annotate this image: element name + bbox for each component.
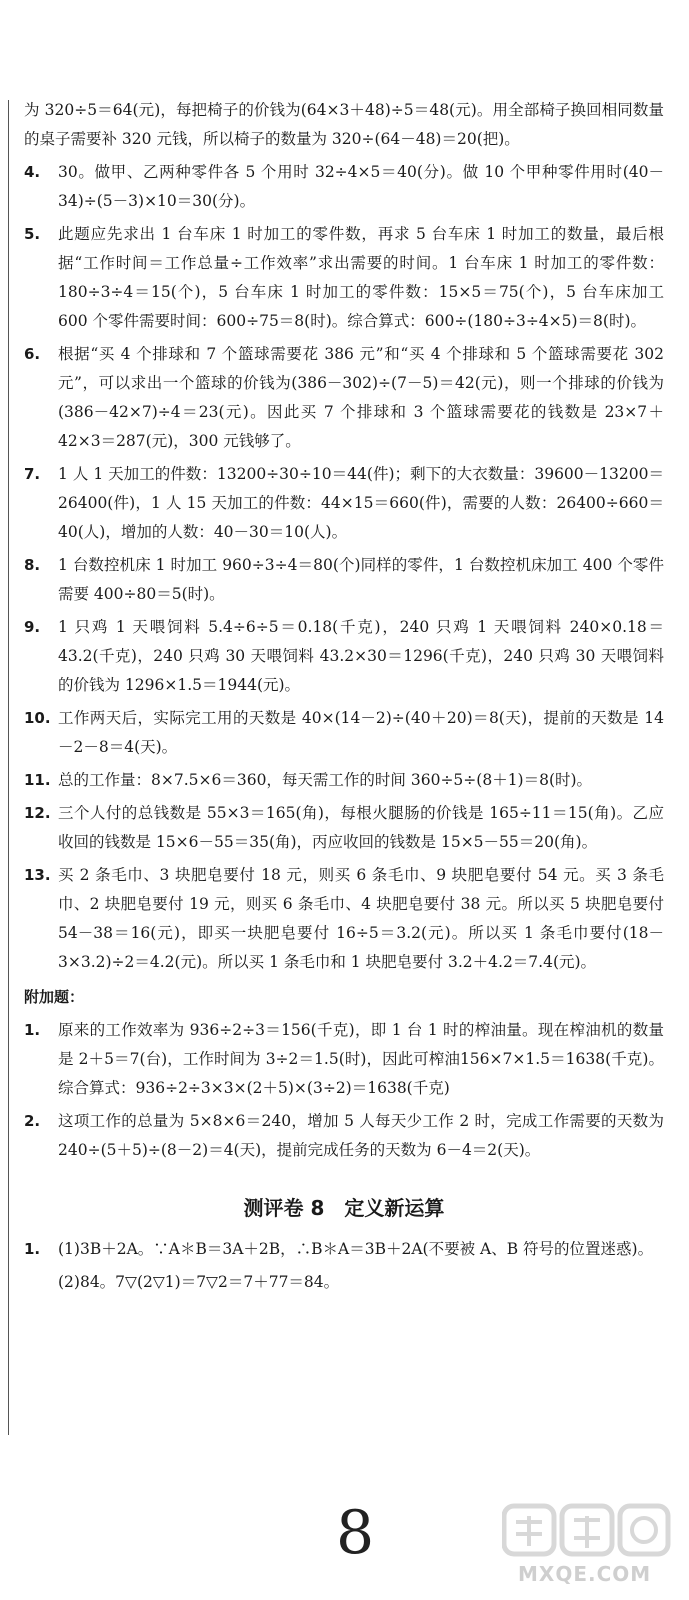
bonus-number: 2. bbox=[24, 1112, 41, 1130]
answer-item bbox=[24, 340, 664, 456]
answer-item bbox=[24, 704, 664, 762]
intro-paragraph: 为 320÷5＝64(元)，每把椅子的价钱为(64×3＋48)÷5＝48(元)。用全部椅子换回相同数量的桌子需要补 320 元钱，所以椅子的数量为 320÷(64－48)＝20(把)。 bbox=[24, 101, 664, 148]
bonus-text: 原来的工作效率为 936÷2÷3＝156(千克)，即 1 台 1 时的榨油量。现在榨油机的数量是 2＋5＝7(台)，工作时间为 3÷2＝1.5(时)，因此可榨油156×7×1.5＝1638(千克)。综合算式：936÷2÷3×3×(2＋5)×(3÷2)＝1638(千克) bbox=[58, 1021, 664, 1097]
answer-text: 根据“买 4 个排球和 7 个篮球需要花 386 元”和“买 4 个排球和 5 个篮球需要花 302 元”，可以求出一个篮球的价钱为(386－302)÷(7－5)＝42(元)，则一个排球的价钱为(386－42×7)÷4＝23(元)。因此买 7 个排球和 3 个篮球需要花的钱数是 23×7＋42×3＝287(元)，300 元钱够了。 bbox=[58, 345, 664, 450]
answer-item bbox=[24, 158, 664, 216]
bonus-list bbox=[24, 1016, 664, 1165]
answer-text: 工作两天后，实际完工用的天数是 40×(14－2)÷(40＋20)＝8(天)，提前的天数是 14－2－8＝4(天)。 bbox=[58, 709, 664, 756]
answer-number: 9. bbox=[24, 618, 41, 636]
bonus-number: 1. bbox=[24, 1021, 41, 1039]
answer-text: 此题应先求出 1 台车床 1 时加工的零件数，再求 5 台车床 1 时加工的数量，最后根据“工作时间＝工作总量÷工作效率”求出需要的时间。1 台车床 1 时加工的零件数：180÷3÷4＝15(个)，5 台车床 1 时加工的零件数：15×5＝75(个)，5 台车床加工 600 个零件需要时间：600÷75＝8(时)。综合算式：600÷(180÷3÷4×5)＝8(时)。 bbox=[58, 225, 664, 330]
answer-number: 6. bbox=[24, 345, 41, 363]
watermark-logo-icon bbox=[502, 1500, 672, 1560]
site-watermark bbox=[498, 1500, 678, 1595]
watermark-text: MXQE.COM bbox=[518, 1562, 652, 1586]
answer-text: 30。做甲、乙两种零件各 5 个用时 32÷4×5＝40(分)。做 10 个甲种零件用时(40－34)÷(5－3)×10＝30(分)。 bbox=[58, 163, 664, 210]
bonus-text: 这项工作的总量为 5×8×6＝240，增加 5 人每天少工作 2 时，完成工作需要的天数为 240÷(5＋5)÷(8－2)＝4(天)，提前完成任务的天数为 6－4＝2(天)。 bbox=[58, 1112, 664, 1159]
answer-text: 三个人付的总钱数是 55×3＝165(角)，每根火腿肠的价钱是 165÷11＝15(角)。乙应收回的钱数是 15×6－55＝35(角)，丙应收回的钱数是 15×5－55＝20(角)。 bbox=[58, 804, 664, 851]
answer-number: 10. bbox=[24, 709, 51, 727]
answer-number: 12. bbox=[24, 804, 51, 822]
answer-number: 13. bbox=[24, 866, 51, 884]
answer-item bbox=[24, 460, 664, 547]
answer-number: 7. bbox=[24, 465, 41, 483]
answer-content bbox=[24, 96, 664, 1297]
answer-number: 8. bbox=[24, 556, 41, 574]
bonus-heading: 附加题： bbox=[24, 988, 85, 1006]
answer-text: 1 只鸡 1 天喂饲料 5.4÷6÷5＝0.18(千克)，240 只鸡 1 天喂饲料 240×0.18＝43.2(千克)，240 只鸡 30 天喂饲料 43.2×30＝1296(千克)，240 只鸡 30 天喂饲料的价钱为 1296×1.5＝1944(元)。 bbox=[58, 618, 664, 694]
answer-number: 5. bbox=[24, 225, 41, 243]
left-margin-rule bbox=[8, 100, 9, 1435]
section-title: 测评卷 8 定义新运算 bbox=[243, 1196, 445, 1220]
answer-item bbox=[24, 551, 664, 609]
section-list bbox=[24, 1235, 664, 1297]
section-item bbox=[24, 1235, 664, 1264]
answer-text: 1 台数控机床 1 时加工 960÷3÷4＝80(个)同样的零件，1 台数控机床加工 400 个零件需要 400÷80＝5(时)。 bbox=[58, 556, 664, 603]
answer-item bbox=[24, 766, 664, 795]
answer-item bbox=[24, 613, 664, 700]
answer-number: 4. bbox=[24, 163, 41, 181]
answer-text: 1 人 1 天加工的件数：13200÷30÷10＝44(件)；剩下的大衣数量：39600－13200＝26400(件)，1 人 15 天加工的件数：44×15＝660(件)，需要的人数：26400÷660＝40(人)，增加的人数：40－30＝10(人)。 bbox=[58, 465, 664, 541]
answer-list bbox=[24, 158, 664, 977]
section-item-number: 1. bbox=[24, 1240, 41, 1258]
answer-text: 总的工作量：8×7.5×6＝360，每天需工作的时间 360÷5÷(8＋1)＝8(时)。 bbox=[58, 771, 593, 789]
handwritten-page-mark: 8 bbox=[336, 1498, 375, 1568]
bonus-item bbox=[24, 1016, 664, 1103]
section-item-subpart: (2)84。7▽(2▽1)＝7▽2＝7＋77＝84。 bbox=[58, 1273, 340, 1291]
answer-item bbox=[24, 799, 664, 857]
answer-number: 11. bbox=[24, 771, 51, 789]
answer-item bbox=[24, 220, 664, 336]
answer-text: 买 2 条毛巾、3 块肥皂要付 18 元，则买 6 条毛巾、9 块肥皂要付 54 元。买 3 条毛巾、2 块肥皂要付 19 元，则买 6 条毛巾、4 块肥皂要付 38 元。所以买 5 块肥皂要付 54－38＝16(元)，即买一块肥皂要付 16÷5＝3.2(元)。所以买 1 条毛巾要付(18－3×3.2)÷2＝4.2(元)。所以买 1 条毛巾和 1 块肥皂要付 3.2＋4.2＝7.4(元)。 bbox=[58, 866, 664, 971]
answer-item bbox=[24, 861, 664, 977]
section-item-text: (1)3B＋2A。∵A＊B＝3A＋2B，∴B＊A＝3B＋2A(不要被 A、B 符号的位置迷惑)。 bbox=[58, 1240, 654, 1258]
bonus-item bbox=[24, 1107, 664, 1165]
